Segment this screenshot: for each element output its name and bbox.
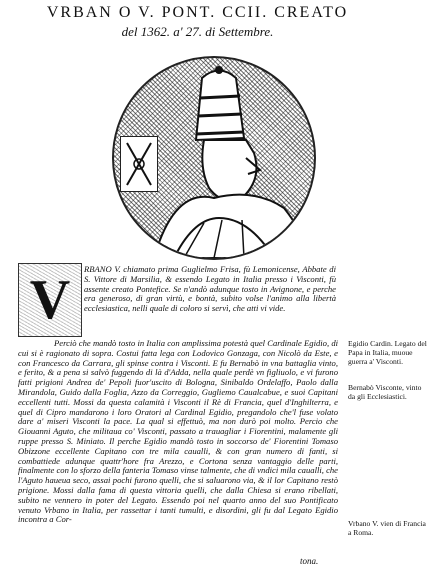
coat-of-arms xyxy=(120,136,158,192)
body-paragraph-2: Perciò che mandò tosto in Italia con amplissima potestà quel Cardinale Egidio, di cui si è ragionato di sopra. Costui fatta lega con Lodovico Gonzaga, con Nicolò da Este, e con Francesco da Carrara, gli spinse contra i Visconti. E fu Bernabò in vna battaglia vinto, e ferito, & a pena si salvò fuggendo di là d'Adda, nella quale perdè vn figliuolo, e vi furono fatti prigioni Andrea de' Pepoli fuor'uscito di Bologna, Sinibaldo Ordelaffo, Paolo dalla Mirandola, Guido dalla Foglia, Azzo da Correggio, Gugliemo Caualcabue, e suoi Capitani eccellenti tutti. Mossi da questa calamità i Visconti il Rè di Francia, quel d'Inghilterra, e quel di Cipro mandarono i loro Oratori al Cardinal Egidio, pregandolo che'l fuse volato dare a' miseri Visconti la pace. La qual si effettuò, ma non durò poi molto. Percio che Giouanni Aguto, che militaua co' Visconti, passato a trauagliar i Fiorentini, malamente gli ruppe presso S. Miniato. Il perche Egidio mandò tosto in soccorso de' Fiorentini Tomaso Obizzone eccellente Capitano con tre mila caualli, & con gran numero di fanti, si combattiede adunque quattr'hore fra Arezzo, e Cortona senza vantaggio delle parti, finalmente con lo sforzo della fanteria Tomaso vinse talmente, che di vndici mila caualli, che l'Aguto haueua seco, assai pochi furono quelli, che si saluarono via, & il lor Capitano restò prigione. Mossi dalla fama di questa vittoria quelli, che dalla Chiesa si erano ribellati, subito ne vennero in poter del Legato. Essendo poi nel quarto anno del suo Pontificato venuto Vrbano in Italia, per rassettar i tanti tumulti, e disordini, gli fu dal Legato Egidio incontra a Cor- xyxy=(18,338,338,525)
body-paragraph-1: RBANO V. chiamato prima Guglielmo Frisa, fù Lemonicense, Abbate di S. Vittore di Marsilia, & essendo Legato in Italia presso i Visconti, fù assente creato Pontefice. Se n'andò adunque tosto in Avignone, e perche era generoso, di gran virtù, e bontà, subito volse l'animo alla libertà ecclesiastica, nelli quale di coloro si servì, che atti vi vide. xyxy=(84,264,336,314)
page-subtitle: del 1362. a' 27. di Settembre. xyxy=(121,24,274,39)
catchword: tona. xyxy=(300,556,319,566)
sidenote-3: Vrbano V. vien di Francia a Roma. xyxy=(348,519,426,537)
crossed-keys-icon xyxy=(121,137,157,191)
decorated-initial xyxy=(18,263,82,337)
page-title: VRBAN O V. PONT. CCII. CREATO xyxy=(46,4,349,21)
sidenote-1: Egidio Cardin. Legato del Papa in Italia, muoue guerra a' Visconti. xyxy=(348,339,427,366)
initial-letter: V xyxy=(19,264,81,336)
sidenote-2: Bernabò Visconte, vinto da gli Ecclesiastici. xyxy=(348,383,422,401)
